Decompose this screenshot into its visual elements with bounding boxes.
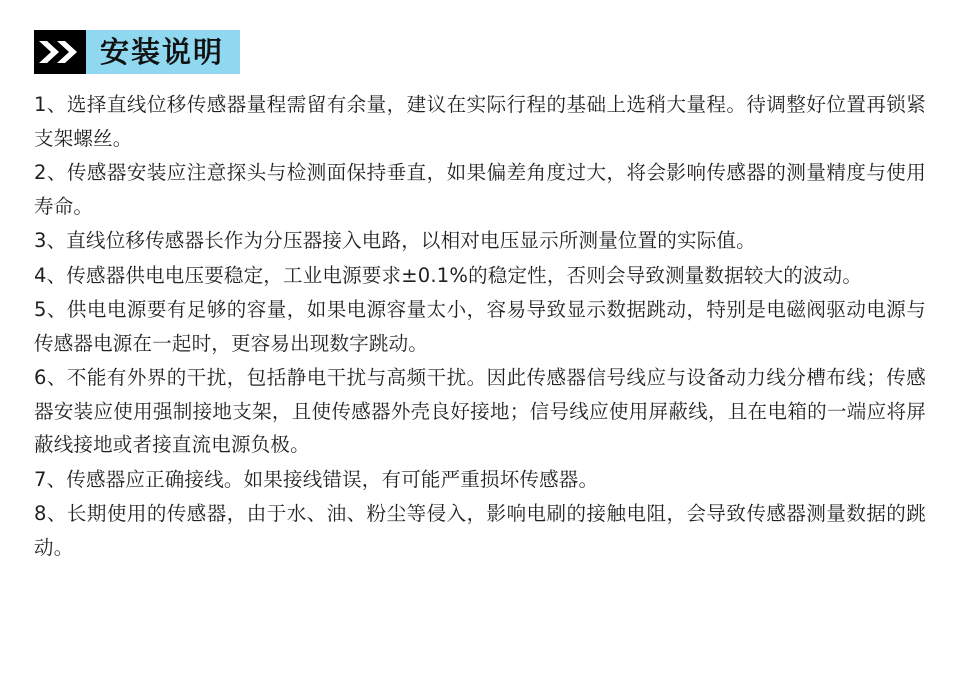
double-chevron-right-icon — [34, 30, 86, 74]
instructions-list — [34, 88, 926, 564]
page-title: 安装说明 — [100, 34, 225, 69]
list-item: 4、传感器供电电压要稳定，工业电源要求±0.1%的稳定性，否则会导致测量数据较大的波动。 — [34, 263, 863, 287]
list-item: 3、直线位移传感器长作为分压器接入电路，以相对电压显示所测量位置的实际值。 — [34, 229, 756, 253]
list-item: 7、传感器应正确接线。如果接线错误，有可能严重损坏传感器。 — [34, 467, 599, 491]
list-item: 5、供电电源要有足够的容量，如果电源容量太小，容易导致显示数据跳动，特别是电磁阀驱动电源与传感器电源在一起时，更容易出现数字跳动。 — [34, 298, 926, 355]
list-item: 8、长期使用的传感器，由于水、油、粉尘等侵入，影响电刷的接触电阻，会导致传感器测量数据的跳动。 — [34, 502, 926, 559]
list-item: 1、选择直线位移传感器量程需留有余量，建议在实际行程的基础上选稍大量程。待调整好位置再锁紧支架螺丝。 — [34, 93, 926, 150]
list-item: 2、传感器安装应注意探头与检测面保持垂直，如果偏差角度过大，将会影响传感器的测量精度与使用寿命。 — [34, 161, 926, 218]
section-title-banner — [86, 30, 240, 74]
list-item: 6、不能有外界的干扰，包括静电干扰与高频干扰。因此传感器信号线应与设备动力线分槽布线；传感器安装应使用强制接地支架，且使传感器外壳良好接地；信号线应使用屏蔽线，且在电箱的一端应将屏蔽线接地或者接直流电源负极。 — [34, 366, 926, 457]
section-header — [34, 30, 926, 74]
